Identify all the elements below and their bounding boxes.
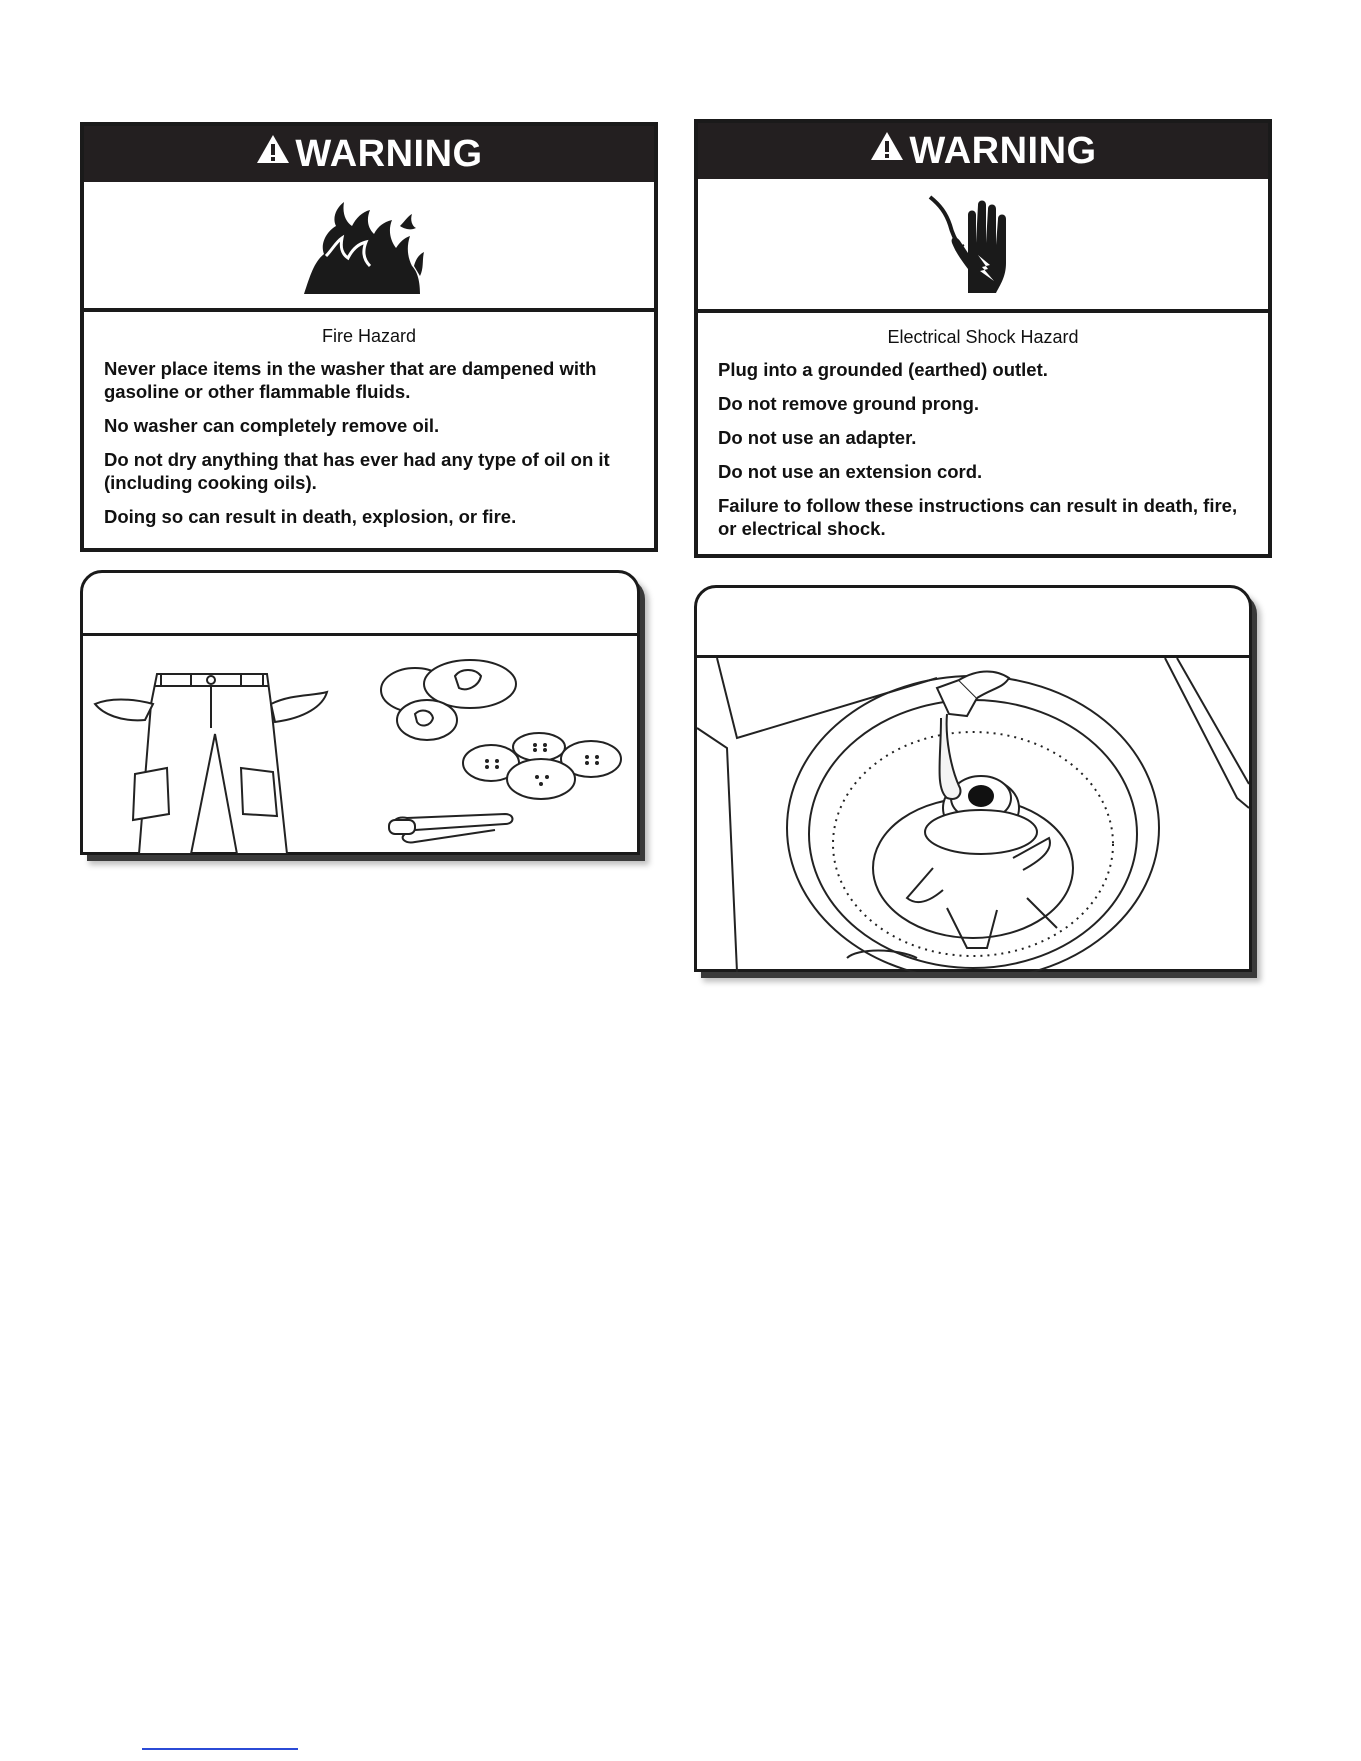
pour-detergent-washer-illustration [697,658,1249,972]
pants-icon [91,664,351,854]
alert-triangle-icon [869,122,905,178]
washer-tub-icon [697,658,1249,972]
hazard-title: Fire Hazard [321,326,417,346]
fire-icon [296,196,426,296]
warning-line: Do not use an extension cord. [718,461,983,482]
warning-header [84,126,654,182]
buttons-icon [461,731,631,801]
empty-pockets-panel [80,570,640,855]
footer-link-underline [142,1748,298,1750]
washer-detergent-panel [694,585,1252,972]
electrical-shock-icon [926,191,1026,297]
warning-line: Never place items in the washer that are dampened with gasoline or other flammable fluids. [104,358,597,402]
fire-warning-box [80,122,658,552]
empty-pockets-illustration [83,636,637,855]
alert-triangle-icon [255,125,291,181]
warning-body [84,312,654,547]
warning-line: Failure to follow these instructions can result in death, fire, or electrical shock. [718,495,1238,539]
warning-label: WARNING [909,130,1097,172]
warning-body [698,313,1268,559]
warning-line: Doing so can result in death, explosion, or fire. [104,506,517,527]
fire-icon-area [84,182,654,312]
warning-line: Do not use an adapter. [718,427,917,448]
warning-line: No washer can completely remove oil. [104,415,440,436]
hazard-title: Electrical Shock Hazard [887,327,1079,347]
warning-line: Do not dry anything that has ever had any type of oil on it (including cooking oils). [104,449,610,493]
shock-icon-area [698,179,1268,313]
panel-header [697,588,1249,658]
shock-warning-box [694,119,1272,558]
warning-label: WARNING [295,133,483,175]
panel-header [83,573,637,636]
warning-line: Do not remove ground prong. [718,393,980,414]
warning-line: Plug into a grounded (earthed) outlet. [718,359,1048,380]
safety-pins-icon [385,808,525,848]
warning-header [698,123,1268,179]
